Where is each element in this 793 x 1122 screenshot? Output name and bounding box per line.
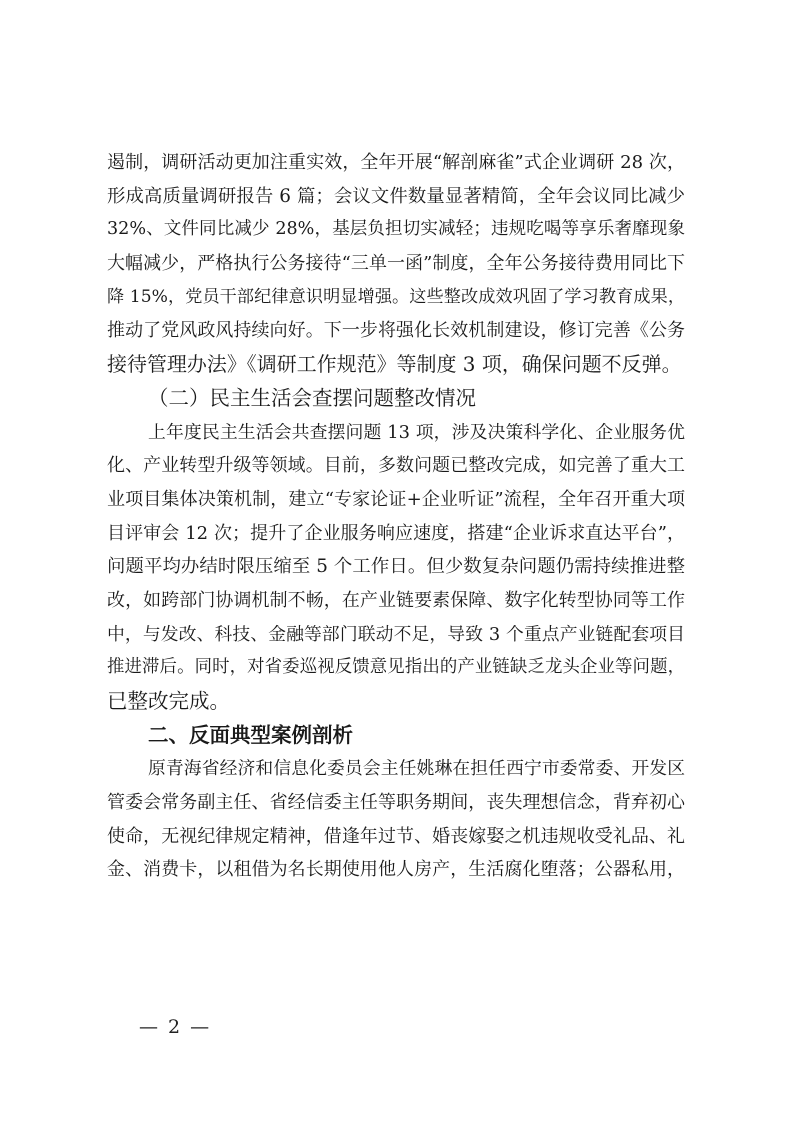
text-line: 接待管理办法》《调研工作规范》等制度 3 项，确保问题不反弹。 xyxy=(107,352,682,377)
text-line: 金、消费卡，以租借为名长期使用他人房产，生活腐化堕落；公器私用， xyxy=(107,859,685,881)
text-line: 已整改完成。 xyxy=(107,689,230,713)
document-body xyxy=(107,146,685,887)
text-line: 形成高质量调研报告 6 篇；会议文件数量显著精简，全年会议同比减少 xyxy=(107,185,685,207)
text-line: 使命，无视纪律规定精神，借逢年过节、婚丧嫁娶之机违规收受礼品、礼 xyxy=(107,825,685,847)
page-number: — 2 — xyxy=(139,1016,212,1038)
text-line: 问题平均办结时限压缩至 5 个工作日。但少数复杂问题仍需持续推进整 xyxy=(107,556,685,578)
paragraph-case-analysis xyxy=(107,752,685,887)
text-line: 大幅减少，严格执行公务接待“三单一函”制度，全年公务接待费用同比下 xyxy=(107,253,685,275)
text-line: 中，与发改、科技、金融等部门联动不足，导致 3 个重点产业链配套项目 xyxy=(107,623,685,645)
text-line: 管委会常务副主任、省经信委主任等职务期间，丧失理想信念，背弃初心 xyxy=(107,792,685,814)
text-line: 业项目集体决策机制，建立“专家论证+企业听证”流程，全年召开重大项 xyxy=(107,488,685,510)
text-line: 改，如跨部门协调机制不畅，在产业链要素保障、数字化转型协同等工作 xyxy=(107,589,685,611)
text-line: 推动了党风政风持续向好。下一步将强化长效机制建设，修订完善《公务 xyxy=(107,320,685,342)
section-heading-1: 二、反面典型案例剖析 xyxy=(148,722,353,747)
text-line: 推进滞后。同时，对省委巡视反馈意见指出的产业链缺乏龙头企业等问题， xyxy=(107,657,685,678)
text-line: 化、产业转型升级等领域。目前，多数问题已整改完成，如完善了重大工 xyxy=(107,455,685,477)
text-line: 上年度民主生活会共查摆问题 13 项，涉及决策科学化、企业服务优 xyxy=(148,421,685,443)
text-line: 32%、文件同比减少 28%，基层负担切实减轻；违规吃喝等享乐奢靡现象 xyxy=(107,219,685,240)
text-line: 目评审会 12 次；提升了企业服务响应速度，搭建“企业诉求直达平台”， xyxy=(107,522,685,544)
section-heading-2: （二）民主生活会查摆问题整改情况 xyxy=(148,385,476,410)
text-line: 遏制，调研活动更加注重实效，全年开展“解剖麻雀”式企业调研 28 次， xyxy=(107,152,685,173)
text-line: 原青海省经济和信息化委员会主任姚琳在担任西宁市委常委、开发区 xyxy=(148,758,685,780)
paragraph-democratic-life-meeting xyxy=(107,416,685,719)
paragraph-rectification-results xyxy=(107,146,685,382)
text-line: 降 15%，党员干部纪律意识明显增强。这些整改成效巩固了学习教育成果， xyxy=(107,286,685,307)
